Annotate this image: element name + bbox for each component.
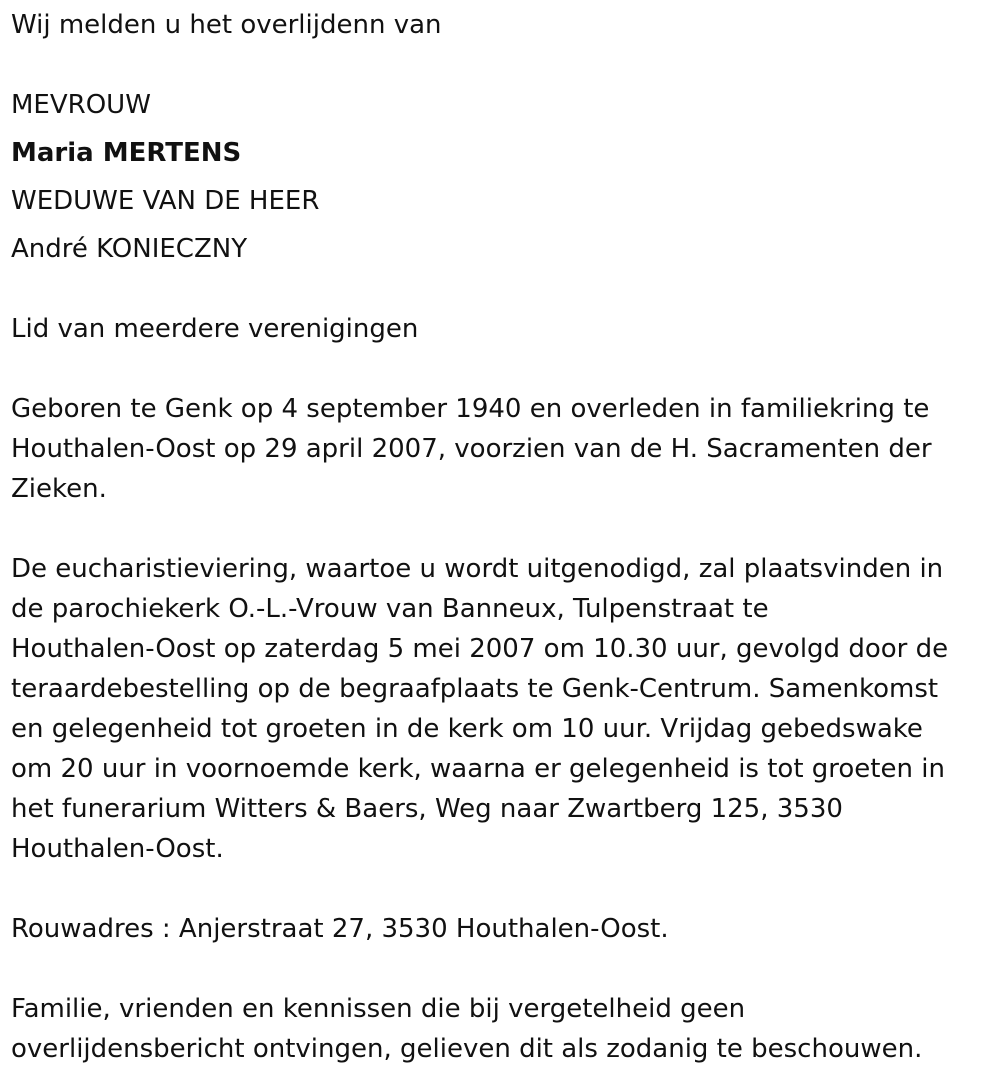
membership-text: Lid van meerdere verenigingen	[11, 314, 419, 344]
ceremony-line-8: Houthalen-Oost.	[11, 834, 224, 864]
ceremony-line-3: Houthalen-Oost op zaterdag 5 mei 2007 om 10.30 uur, gevolgd door de	[11, 634, 949, 664]
title-text: MEVROUW	[11, 90, 151, 120]
ceremony-line-6: om 20 uur in voornoemde kerk, waarna er gelegenheid is tot groeten in	[11, 754, 945, 784]
ceremony-line-2: de parochiekerk O.-L.-Vrouw van Banneux, Tulpenstraat te	[11, 594, 769, 624]
spouse-name: André KONIECZNY	[11, 234, 248, 264]
closing-line-2: overlijdensbericht ontvingen, gelieven dit als zodanig te beschouwen.	[11, 1034, 923, 1064]
ceremony-line-7: het funerarium Witters & Baers, Weg naar Zwartberg 125, 3530	[11, 794, 843, 824]
closing-line-1: Familie, vrienden en kennissen die bij vergetelheid geen	[11, 994, 746, 1024]
relation-text: WEDUWE VAN DE HEER	[11, 186, 320, 216]
ceremony-line-1: De eucharistieviering, waartoe u wordt uitgenodigd, zal plaatsvinden in	[11, 554, 944, 584]
ceremony-line-4: teraardebestelling op de begraafplaats te Genk-Centrum. Samenkomst	[11, 674, 939, 704]
intro-text: Wij melden u het overlijdenn van	[11, 10, 442, 40]
ceremony-line-5: en gelegenheid tot groeten in de kerk om 10 uur. Vrijdag gebedswake	[11, 714, 923, 744]
birth-death-line-3: Zieken.	[11, 474, 107, 504]
birth-death-line-2: Houthalen-Oost op 29 april 2007, voorzien van de H. Sacramenten der	[11, 434, 932, 464]
mourning-address: Rouwadres : Anjerstraat 27, 3530 Houthalen-Oost.	[11, 914, 669, 944]
deceased-name: Maria MERTENS	[11, 138, 242, 168]
birth-death-line-1: Geboren te Genk op 4 september 1940 en overleden in familiekring te	[11, 394, 930, 424]
